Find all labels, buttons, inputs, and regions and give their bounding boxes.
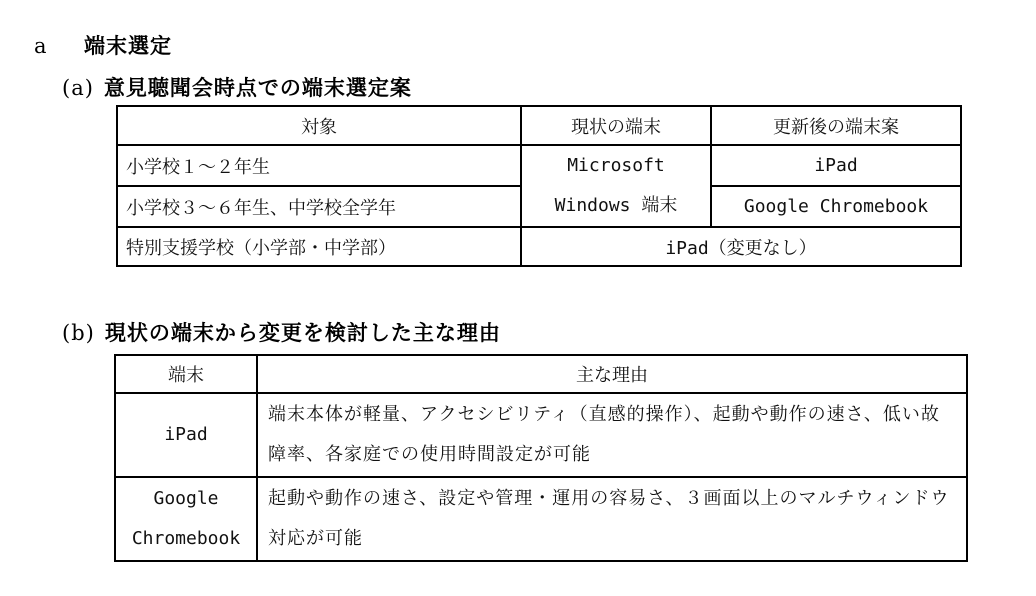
target-cell: 特別支援学校（小学部・中学部） [117, 227, 521, 266]
section-mark: a [34, 34, 48, 58]
subsection-heading-b [62, 317, 501, 347]
device-cell [115, 393, 257, 477]
current-device-line1: Microsoft [567, 155, 665, 176]
subsection-title: 意見聴聞会時点での端末選定案 [103, 76, 412, 100]
device-name-line1: Google [153, 488, 219, 509]
table-header-row [115, 355, 967, 393]
current-device-cell [521, 145, 711, 227]
subsection-heading-a [62, 72, 412, 102]
current-device-line2: Windows 端末 [554, 195, 678, 216]
table-row [115, 393, 967, 477]
device-proposal-table [116, 105, 962, 267]
subsection-mark: (b) [62, 321, 95, 345]
target-cell: 小学校１～２年生 [117, 145, 521, 186]
section-title: 端末選定 [84, 34, 172, 58]
device-cell [115, 477, 257, 561]
proposed-device-cell: iPad [711, 145, 961, 186]
header-target: 対象 [117, 106, 521, 145]
table-row [117, 227, 961, 266]
table-header-row [117, 106, 961, 145]
target-cell: 小学校３～６年生、中学校全学年 [117, 186, 521, 227]
header-reason: 主な理由 [257, 355, 967, 393]
device-name: iPad [164, 424, 208, 445]
subsection-title: 現状の端末から変更を検討した主な理由 [104, 321, 501, 345]
reasons-table [114, 354, 968, 562]
table-row [115, 477, 967, 561]
table-row [117, 145, 961, 186]
proposed-device-cell: Google Chromebook [711, 186, 961, 227]
reason-cell: 起動や動作の速さ、設定や管理・運用の容易さ、３画面以上のマルチウィンドウ対応が可能 [257, 477, 967, 561]
subsection-mark: (a) [62, 76, 94, 100]
section-heading-a [34, 30, 172, 60]
device-name-line2: Chromebook [131, 528, 241, 549]
special-device-cell: iPad（変更なし） [521, 227, 961, 266]
header-current-device: 現状の端末 [521, 106, 711, 145]
header-proposed-device: 更新後の端末案 [711, 106, 961, 145]
header-device: 端末 [115, 355, 257, 393]
reason-cell: 端末本体が軽量、アクセシビリティ（直感的操作）、起動や動作の速さ、低い故障率、各家庭での使用時間設定が可能 [257, 393, 967, 477]
